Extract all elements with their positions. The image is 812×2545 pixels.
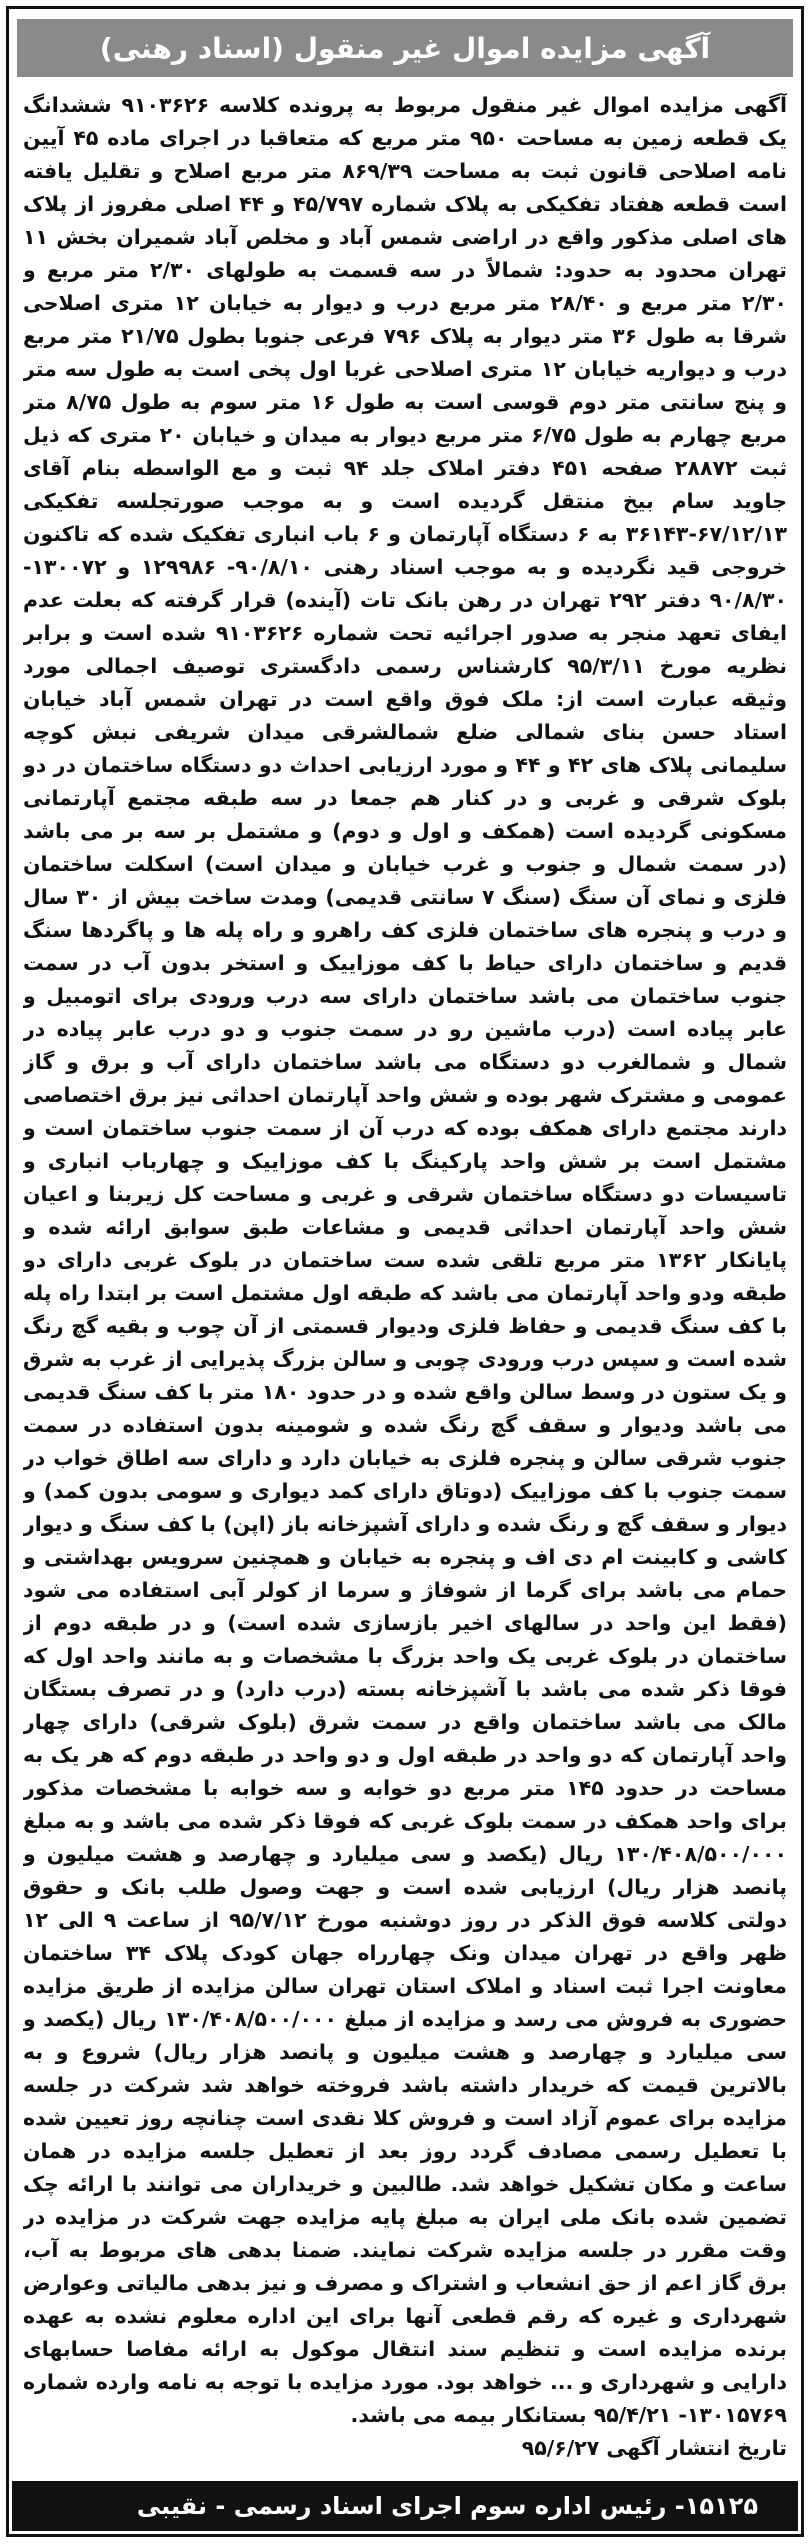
- notice-body: [23, 89, 787, 2470]
- notice-body-paragraph: آگهی مزایده اموال غیر منقول مربوط به پرونده کلاسه ۹۱۰۳۶۲۶ ششدانگ یک قطعه زمین به مساحت ۹۵۰ متر مربع که متعاقبا در اجرای ماده ۴۵ آیین نامه اصلاحی قانون ثبت به مساحت ۸۶۹/۳۹ متر مربع اصلاح و تقلیل یافته است قطعه هفتاد تفکیکی به پلاک شماره ۴۵/۷۹۷ و ۴۴ اصلی مفروز از پلاک های اصلی مذکور واقع در اراضی شمس آباد و مخلص آباد شمیران بخش ۱۱ تهران محدود به حدود: شمالاً در سه قسمت به طولهای ۲/۳۰ متر مربع و ۲/۳۰ متر مربع و ۲۸/۴۰ متر مربع درب و دیوار به خیابان ۱۲ متری اصلاحی شرقا به طول ۳۶ متر دیوار به پلاک ۷۹۶ فرعی جنوبا بطول ۲۱/۷۵ متر مربع درب و دیواریه خیابان ۱۲ متری اصلاحی غربا اول پخی است به طول سه متر و پنج سانتی متر دوم قوسی است به طول ۱۶ متر سوم به طول ۸/۷۵ متر مربع چهارم به طول ۶/۷۵ متر مربع دیوار به میدان و خیابان ۲۰ متری که ذیل ثبت ۲۸۸۷۲ صفحه ۴۵۱ دفتر املاک جلد ۹۴ ثبت و مع الواسطه بنام آقای جاوید سام بیخ منتقل گردیده است و به موجب صورتجلسه تفکیکی ۶۷/۱۲/۱۳-۳۶۱۴۳ به ۶ دستگاه آپارتمان و ۶ باب انباری تفکیک شده که تاکنون خروجی قید نگردیده و به موجب اسناد رهنی ۹۰/۸/۱۰- ۱۲۹۹۸۶ و ۱۳۰۰۷۲- ۹۰/۸/۳۰ دفتر ۲۹۲ تهران در رهن بانک تات (آینده) قرار گرفته که بعلت عدم ایفای تعهد منجر به صدور اجرائیه تحت شماره ۹۱۰۳۶۲۶ شده است و برابر نظریه مورخ ۹۵/۳/۱۱ کارشناس رسمی دادگستری توصیف اجمالی مورد وثیقه عبارت است از: ملک فوق واقع است در تهران شمس آباد خیابان استاد حسن بنای شمالی ضلع شمالشرقی میدان شریفی نبش کوچه سلیمانی پلاک های ۴۲ و ۴۴ و مورد ارزیابی احداث دو دستگاه ساختمان در دو بلوک شرقی و غربی و در کنار هم جمعا در سه طبقه مجتمع آپارتمانی مسکونی گردیده است (همکف و اول و دوم) و مشتمل بر سه بر می باشد (در سمت شمال و جنوب و غرب خیابان و میدان است) اسکلت ساختمان فلزی و نمای آن سنگ (سنگ ۷ سانتی قدیمی) ومدت ساخت بیش از ۳۰ سال و درب و پنجره های ساختمان فلزی کف راهرو و راه پله ها و پاگردها سنگ قدیم و ساختمان دارای حیاط با کف موزاییک و استخر بدون آب در سمت جنوب ساختمان می باشد ساختمان دارای سه درب ورودی برای اتومبیل و عابر پیاده است (درب ماشین رو در سمت جنوب و دو درب عابر پیاده در شمال و شمالغرب دو دستگاه می باشد ساختمان دارای آب و برق و گاز عمومی و مشترک شهر بوده و شش واحد آپارتمان احداثی نیز برق اختصاصی دارند مجتمع دارای همکف بوده که درب آن از سمت جنوب ساختمان است و مشتمل است بر شش واحد پارکینگ با کف موزاییک و چهارباب انباری و تاسیسات دو دستگاه ساختمان شرقی و غربی و مساحت کل زیربنا و اعیان شش واحد آپارتمان احداثی قدیمی و مشاعات طبق سوابق ارائه شده و پایانکار ۱۳۶۲ متر مربع تلقی شده ست ساختمان در بلوک غربی دارای دو طبقه ودو واحد آپارتمان می باشد که طبقه اول مشتمل است بر ابتدا راه پله با کف سنگ قدیمی و حفاظ فلزی ودیوار قسمتی از آن چوب و بقیه گچ رنگ شده است و سپس درب ورودی چوبی و سالن بزرگ پذیرایی از غرب به شرق و یک ستون در وسط سالن واقع شده و در حدود ۱۸۰ متر با کف سنگ قدیمی می باشد ودیوار و سقف گچ رنگ شده و شومینه بدون استفاده در سمت جنوب شرقی سالن و پنجره فلزی به خیابان دارد و دارای سه اطاق خواب در سمت جنوب با کف موزاییک (دوتاق دارای کمد دیواری و سومی بدون کمد) و دیوار و سقف گچ و رنگ شده و دارای آشپزخانه باز (اپن) با کف سنگ و دیوار کاشی و کابینت ام دی اف و پنجره به خیابان و همچنین سرویس بهداشتی و حمام می باشد برای گرما از شوفاژ و سرما از کولر آبی استفاده می شود (فقط این واحد در سالهای اخیر بازسازی شده است) و در طبقه دوم از ساختمان در بلوک غربی یک واحد بزرگ با مشخصات و به مانند واحد اول که فوقا ذکر شده می باشد با آشپزخانه بسته (درب دارد) و در تصرف بستگان مالک می باشد ساختمان واقع در سمت شرق (بلوک شرقی) دارای چهار واحد آپارتمان که دو واحد در طبقه اول و دو واحد در طبقه دوم که هر یک به مساحت در حدود ۱۴۵ متر مربع دو خوابه و سه خوابه با مشخصات مذکور برای واحد همکف در سمت بلوک غربی که فوقا ذکر شده می باشد و به مبلغ ۱۳۰/۴۰۸/۵۰۰/۰۰۰ ریال (یکصد و سی میلیارد و چهارصد و هشت میلیون و پانصد هزار ریال) ارزیابی شده است و جهت وصول طلب بانک و حقوق دولتی کلاسه فوق الذکر در روز دوشنبه مورخ ۹۵/۷/۱۲ از ساعت ۹ الی ۱۲ ظهر واقع در تهران میدان ونک چهارراه جهان کودک پلاک ۳۴ ساختمان معاونت اجرا ثبت اسناد و املاک استان تهران سالن مزایده از طریق مزایده حضوری به فروش می رسد و مزایده از مبلغ ۱۳۰/۴۰۸/۵۰۰/۰۰۰ ریال (یکصد و سی میلیارد و چهارصد و هشت میلیون و پانصد هزار ریال) شروع و به بالاترین قیمت که خریدار داشته باشد فروخته خواهد شد شرکت در جلسه مزایده برای عموم آزاد است و فروش کلا نقدی است چنانچه روز تعیین شده با تعطیل رسمی مصادف گردد روز بعد از تعطیل جلسه مزایده در همان ساعت و مکان تشکیل خواهد شد. طالبین و خریداران می توانند با ارائه چک تضمین شده بانک ملی ایران به مبلغ پایه مزایده جهت شرکت در مزایده در وقت مقرر در جلسه مزایده شرکت نمایند. ضمنا بدهی های مربوط به آب، برق گاز اعم از حق انشعاب و اشتراک و مصرف و نیز بدهی مالیاتی وعوارض شهرداری و غیره که رقم قطعی آنها برای این اداره معلوم نشده به عهده برنده مزایده است و تنظیم سند انتقال موکول به ارائه مفاصا حسابهای دارایی و شهرداری و ... خواهد بود. مورد مزایده با توجه به نامه وارده شماره ۱۳۰۱۵۷۶۹- ۹۵/۴/۲۱ بستانکار بیمه می باشد.: [23, 93, 787, 2427]
- notice-frame: [6, 6, 804, 2537]
- signature-text: ۱۵۱۲۵- رئیس اداره سوم اجرای اسناد رسمی - نقیبی: [136, 2492, 758, 2520]
- publish-date: تاریخ انتشار آگهی ۹۵/۶/۲۷: [521, 2436, 787, 2460]
- signature-banner: [12, 2481, 798, 2531]
- title-banner: [17, 19, 793, 77]
- notice-title: آگهی مزایده اموال غیر منقول (اسناد رهنی): [99, 31, 711, 65]
